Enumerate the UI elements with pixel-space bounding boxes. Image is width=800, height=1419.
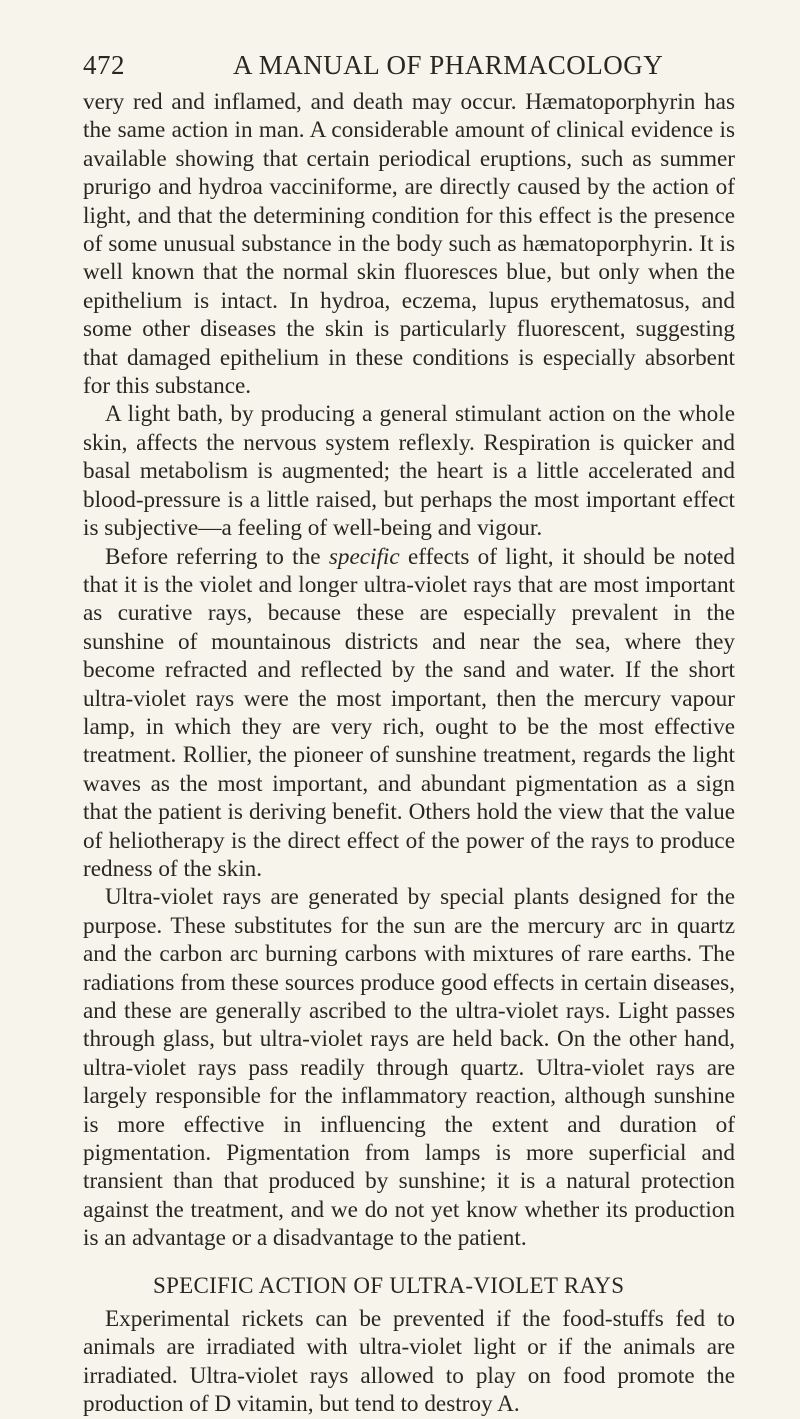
paragraph-specific-effects (83, 543, 735, 884)
paragraph-ultra-violet-sources: Ultra-violet rays are generated by special plants designed for the purpose. These substitutes for the sun are the mercury arc in quartz and the carbon arc burning carbons with mixtures of rare earths. The radiations from these sources produce good effects in certain diseases, and these are generally ascribed to the ultra-violet rays. Light passes through glass, but ultra-violet rays are held back. On the other hand, ultra-violet rays pass readily through quartz. Ultra-violet rays are largely responsible for the inflammatory reaction, although sunshine is more effective in influencing the extent and duration of pigmentation. Pigmentation from lamps is more superficial and transient than that produced by sunshine; it is a natural protection against the treatment, and we do not yet know whether its production is an advantage or a disadvantage to the patient. (83, 884, 735, 1252)
text-span: effects of light, it should be noted that it is the violet and longer ultra-violet rays that are most important as curative rays, because these are especially prevalent in the sunshine of mountainous districts and near the sea, where they become refracted and reflected by the sand and water. If the short ultra-violet rays were the most important, then the mercury vapour lamp, in which they are very rich, ought to be the most effective treatment. Rollier, the pioneer of sunshine treatment, regards the light waves as the most important, and abundant pigmentation as a sign that the patient is deriving benefit. Others hold the view that the value of heliotherapy is the direct effect of the power of the rays to produce redness of the skin. (83, 543, 735, 882)
page-number: 472 (83, 50, 125, 80)
emphasis-specific: specific (328, 543, 400, 570)
text-span: Before referring to the (105, 543, 329, 570)
paragraph-continuation: very red and inflamed, and death may occur. Hæmatoporphyrin has the same action in man. A considerable amount of clinical evidence is available showing that certain periodical eruptions, such as summer prurigo and hydroa vacciniforme, are directly caused by the action of light, and that the determining condition for this effect is the presence of some unusual substance in the body such as hæmatoporphyrin. It is well known that the normal skin fluoresces blue, but only when the epithelium is intact. In hydroa, eczema, lupus erythematosus, and some other diseases the skin is particularly fluorescent, suggesting that damaged epithelium in these conditions is especially absorbent for this substance. (83, 89, 735, 400)
paragraph-rickets: Experimental rickets can be prevented if the food-stuffs fed to animals are irradiated with ultra-violet light or if the animals are irradiated. Ultra-violet rays allowed to play on food promote the production of D vitamin, but tend to destroy A. (83, 1306, 735, 1418)
running-head: A MANUAL OF PHARMACOLOGY (233, 50, 664, 80)
paragraph-light-bath: A light bath, by producing a general stimulant action on the whole skin, affects the nervous system reflexly. Respiration is quicker and basal metabolism is augmented; the heart is a little accelerated and blood-pressure is a little raised, but perhaps the most important effect is subjective—a feeling of well-being and vigour. (83, 401, 735, 542)
section-heading: SPECIFIC ACTION OF ULTRA-VIOLET RAYS (153, 1272, 625, 1298)
body-text (83, 88, 735, 1419)
